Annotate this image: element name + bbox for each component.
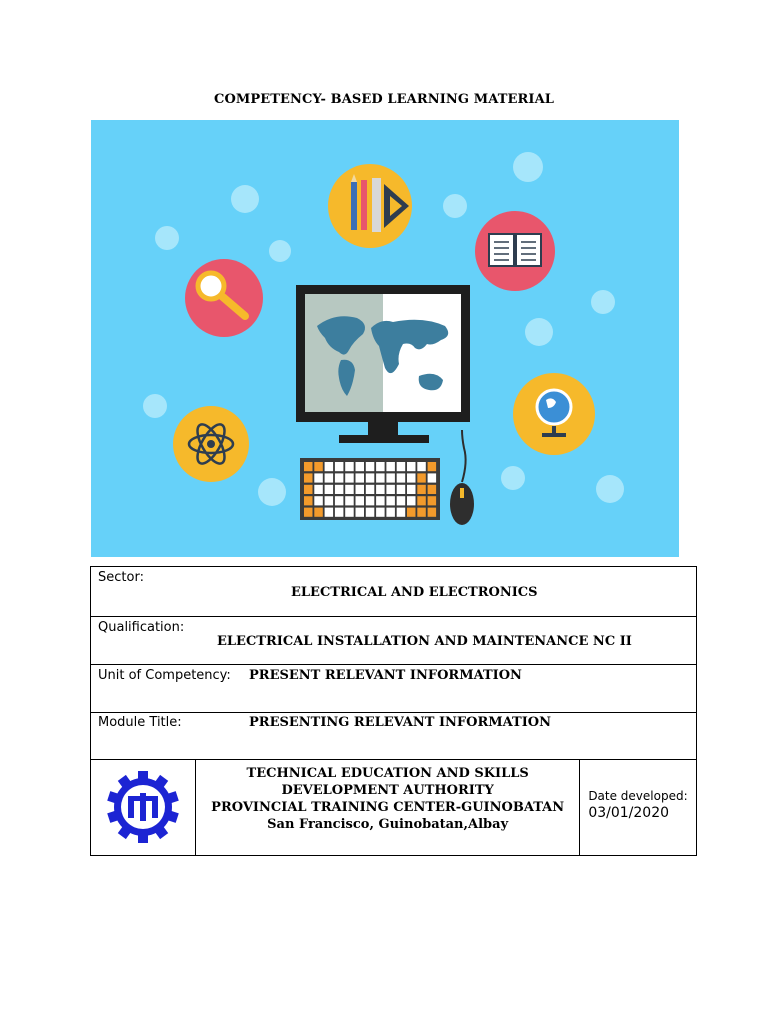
footer-row: [91, 760, 697, 856]
cover-illustration: [91, 120, 679, 557]
mouse-icon: [450, 430, 474, 525]
org-address: San Francisco, Guinobatan,Albay: [267, 817, 509, 832]
tesda-logo: [91, 760, 195, 851]
document-title: COMPETENCY- BASED LEARNING MATERIAL: [214, 92, 554, 107]
pencil-ruler-icon: [328, 164, 412, 248]
open-book-icon: [475, 211, 555, 291]
keyboard-icon: [300, 458, 440, 520]
module-row: [91, 713, 697, 760]
org-name-line-3: PROVINCIAL TRAINING CENTER-GUINOBATAN: [211, 800, 565, 815]
unit-value: PRESENT RELEVANT INFORMATION: [249, 668, 522, 683]
date-developed-label: Date developed:: [588, 789, 688, 803]
organization-cell: [196, 760, 580, 856]
sector-row: [91, 567, 697, 617]
qualification-value: ELECTRICAL INSTALLATION AND MAINTENANCE NC II: [217, 634, 632, 649]
org-name-line-1: TECHNICAL EDUCATION AND SKILLS: [246, 766, 529, 781]
org-name-line-2: DEVELOPMENT AUTHORITY: [281, 783, 494, 798]
module-label: Module Title:: [98, 715, 182, 730]
magnifier-icon: [185, 259, 263, 337]
qualification-label: Qualification:: [98, 620, 185, 635]
date-developed-value: 03/01/2020: [588, 805, 670, 821]
sector-value: ELECTRICAL AND ELECTRONICS: [291, 585, 538, 600]
tesda-logo-cell: [91, 760, 196, 856]
module-info-table: [90, 566, 697, 856]
unit-row: [91, 665, 697, 713]
module-value: PRESENTING RELEVANT INFORMATION: [249, 715, 551, 730]
sector-label: Sector:: [98, 570, 144, 585]
qualification-row: [91, 617, 697, 665]
unit-label: Unit of Competency:: [98, 668, 231, 683]
computer-monitor-icon: [296, 285, 470, 443]
globe-icon: [513, 373, 595, 455]
date-cell: [580, 760, 697, 856]
atom-icon: [173, 406, 249, 482]
